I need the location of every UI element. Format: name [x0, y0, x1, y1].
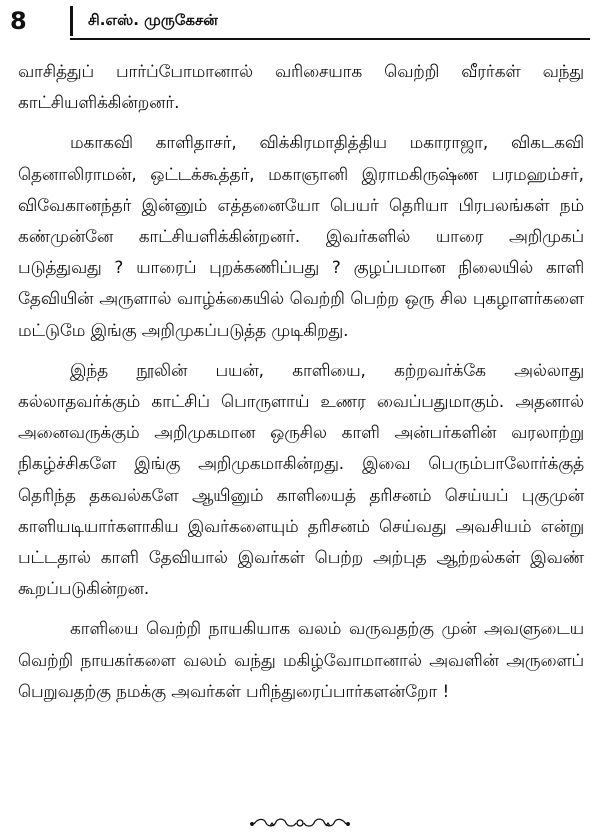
- paragraph: மகாகவி காளிதாசர், விக்கிரமாதித்திய மகாராஜா, விகடகவி தெனாலிராமன், ஒட்டக்கூத்தர், மகாஞானி இராமகிருஷ்ண பரமஹம்சர், விவேகானந்தர் இன்னும் எத்தனையோ பெயர் தெரியா பிரபலங்கள் நம் கண்முன்னே காட்சியளிக்கின்றனர். இவர்களில் யாரை அறிமுகப் படுத்துவது ? யாரைப் புறக்கணிப்பது ? குழப்பமான நிலையில் காளி தேவியின் அருளால் வாழ்க்கையில் வெற்றி பெற்ற ஒரு சில புகழாளர்களை மட்டுமே இங்கு அறிமுகப்படுத்த முடிகிறது.: [18, 132, 584, 340]
- header-horizontal-rule: [70, 38, 590, 40]
- running-head-author: சி.எஸ். முருகேசன்: [88, 11, 218, 29]
- page-header: [8, 4, 588, 40]
- paragraph: இந்த நூலின் பயன், காளியை, கற்றவர்க்கே அல்லாது கல்லாதவர்க்கும் காட்சிப் பொருளாய் உணர வைப்பதுமாகும். அதனால் அனைவருக்கும் அறிமுகமான ஒருசில காளி அன்பர்களின் வரலாற்று நிகழ்ச்சிகளே இங்கு அறிமுகமாகின்றது. இவை பெரும்பாலோர்க்குத் தெரிந்த தகவல்களே ஆயினும் காளியைத் தரிசனம் செய்யப் புகுமுன் காளியடியார்களாகிய இவர்களையும் தரிசனம் செய்வது அவசியம் என்று பட்டதால் காளி தேவியால் இவர்கள் பெற்ற அற்புத ஆற்றல்கள் இவண் கூறப்படுகின்றன.: [18, 359, 584, 599]
- paragraph-continuation: வாசித்துப் பார்ப்போமானால் வரிசையாக வெற்றி வீரர்கள் வந்து காட்சியளிக்கின்றனர்.: [18, 61, 584, 113]
- body-text: [18, 56, 584, 707]
- page-number: 8: [10, 7, 27, 35]
- header-vertical-rule: [70, 6, 73, 36]
- decorative-scroll-ornament-icon: [250, 816, 350, 830]
- paragraph: காளியை வெற்றி நாயகியாக வலம் வருவதற்கு முன் அவளுடைய வெற்றி நாயகர்களை வலம் வந்து மகிழ்வோமானால் அவளின் அருளைப் பெறுவதற்கு நமக்கு அவர்கள் பரிந்துரைப்பார்களன்றோ !: [18, 618, 584, 701]
